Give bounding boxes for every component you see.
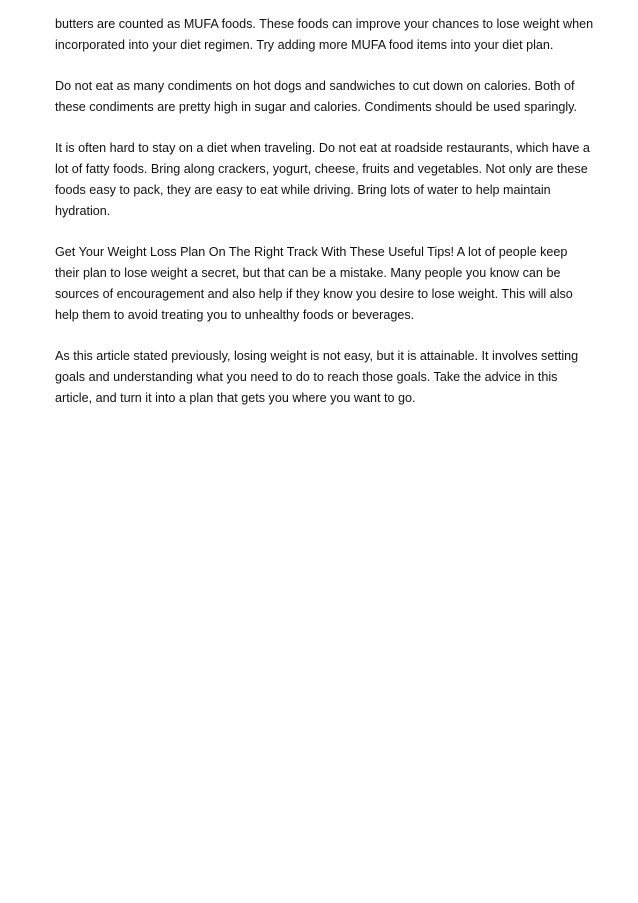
paragraph-condiments: Do not eat as many condiments on hot dogs and sandwiches to cut down on calories. Both of these condiments are pretty high in sugar and calories. Condiments should be used sparingly. (55, 79, 578, 114)
paragraph-traveling: It is often hard to stay on a diet when traveling. Do not eat at roadside restaurants, which have a lot of fatty foods. Bring along crackers, yogurt, cheese, fruits and vegetables. Not only are these foods easy to pack, they are easy to eat while driving. Bring lots of water to help maintain hydration. (55, 141, 590, 218)
paragraph-weight-loss-plan: Get Your Weight Loss Plan On The Right Track With These Useful Tips! A lot of people keep their plan to lose weight a secret, but that can be a mistake. Many people you know can be sources of encouragement and also help if they know you desire to lose weight. This will also help them to avoid treating you to unhealthy foods or beverages. (55, 245, 573, 322)
paragraph-mufa-foods: butters are counted as MUFA foods. These foods can improve your chances to lose weight when incorporated into your diet regimen. Try adding more MUFA food items into your diet plan. (55, 17, 594, 52)
paragraph-conclusion: As this article stated previously, losing weight is not easy, but it is attainable. It involves setting goals and understanding what you need to do to reach those goals. Take the advice in this article, and turn it into a plan that gets you where you want to go. (55, 349, 579, 405)
